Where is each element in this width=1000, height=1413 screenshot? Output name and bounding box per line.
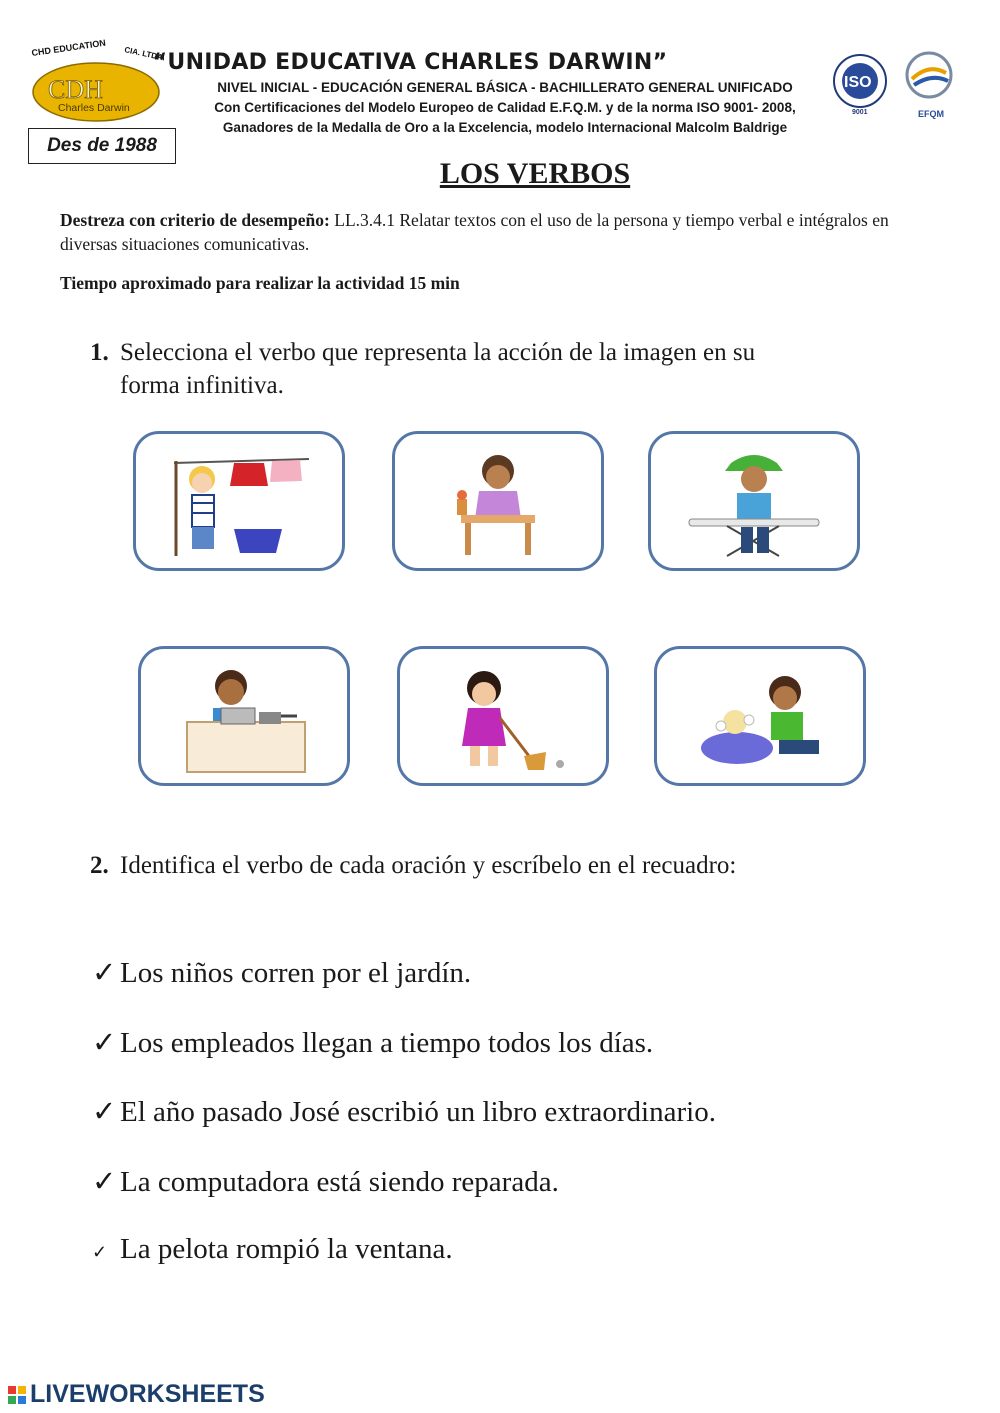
logo-top-text: CHD EDUCATION (30, 37, 107, 58)
sentence-text: La computadora está siendo reparada. (120, 1166, 559, 1198)
image-card-4[interactable] (138, 646, 350, 786)
certification-logos (832, 45, 957, 120)
footer-brand: LIVEWORKSHEETS (30, 1380, 265, 1408)
hanging-clothes-icon (164, 441, 314, 561)
header-awards: Ganadores de la Medalla de Oro a la Excelencia, modelo Internacional Malcolm Baldrige (222, 120, 788, 135)
page-title: LOS VERBOS (439, 157, 631, 190)
school-logo (28, 37, 168, 130)
question-2-text: Identifica el verbo de cada oración y escríbelo en el recuadro: (120, 852, 737, 879)
iso-text: ISO (844, 74, 872, 91)
question-1 (90, 336, 830, 402)
question-1-text-line1: Selecciona el verbo que representa la acción de la imagen en su (120, 339, 756, 366)
sentence-text: Los empleados llegan a tiempo todos los días. (120, 1027, 654, 1059)
sentence-text: Los niños corren por el jardín. (120, 957, 472, 989)
school-name: “UNIDAD EDUCATIVA CHARLES DARWIN” (152, 50, 668, 75)
header-certifications: Con Certificaciones del Modelo Europeo de Calidad E.F.Q.M. y de la norma ISO 9001- 2008, (214, 100, 796, 115)
image-card-3[interactable] (648, 431, 860, 571)
liveworksheets-logo-icon (8, 1386, 26, 1404)
destreza-paragraph (60, 208, 940, 256)
logo-monogram: CDH (48, 75, 103, 104)
sentence-text: El año pasado José escribió un libro extraordinario. (120, 1096, 716, 1128)
check-icon: ✓ (92, 957, 117, 989)
iso-logo (834, 55, 886, 116)
image-card-2[interactable] (392, 431, 604, 571)
liveworksheets-footer[interactable] (8, 1380, 265, 1409)
check-icon: ✓ (92, 1242, 108, 1262)
time-estimate: Tiempo aproximado para realizar la actividad 15 min (60, 273, 460, 293)
sentence-text: La pelota rompió la ventana. (120, 1233, 453, 1265)
sentence-2 (92, 1025, 653, 1060)
efqm-text: EFQM (918, 109, 944, 119)
since-badge: Des de 1988 (28, 128, 176, 164)
boy-cooking-icon (169, 656, 319, 776)
girl-sweeping-icon (428, 656, 578, 776)
check-icon: ✓ (92, 1166, 117, 1198)
destreza-text: LL.3.4.1 Relatar textos con el uso de la persona y tiempo verbal e intégralos en diversas situaciones comunicativas. (60, 210, 889, 254)
logo-top-right-text: CIA. LTDA. (123, 45, 166, 63)
image-card-1[interactable] (133, 431, 345, 571)
check-icon: ✓ (92, 1027, 117, 1059)
sentence-1 (92, 955, 471, 990)
image-card-5[interactable] (397, 646, 609, 786)
boy-ironing-icon (679, 441, 829, 561)
girl-at-table-icon (423, 441, 573, 561)
efqm-logo (907, 53, 951, 119)
header-levels: NIVEL INICIAL - EDUCACIÓN GENERAL BÁSICA - BACHILLERATO GENERAL UNIFICADO (217, 80, 793, 95)
sentence-3 (92, 1094, 716, 1129)
boy-bathing-dog-icon (685, 656, 835, 776)
question-1-number: 1. (90, 339, 109, 366)
destreza-label: Destreza con criterio de desempeño: (60, 210, 330, 230)
check-icon: ✓ (92, 1096, 117, 1128)
image-card-6[interactable] (654, 646, 866, 786)
question-2-number: 2. (90, 852, 109, 879)
logo-bottom-text: Charles Darwin (58, 102, 130, 114)
sentence-4 (92, 1164, 559, 1199)
question-2 (90, 852, 736, 880)
sentence-5 (92, 1233, 453, 1266)
question-1-text-line2: forma infinitiva. (120, 372, 284, 399)
iso-number: 9001 (852, 109, 868, 116)
